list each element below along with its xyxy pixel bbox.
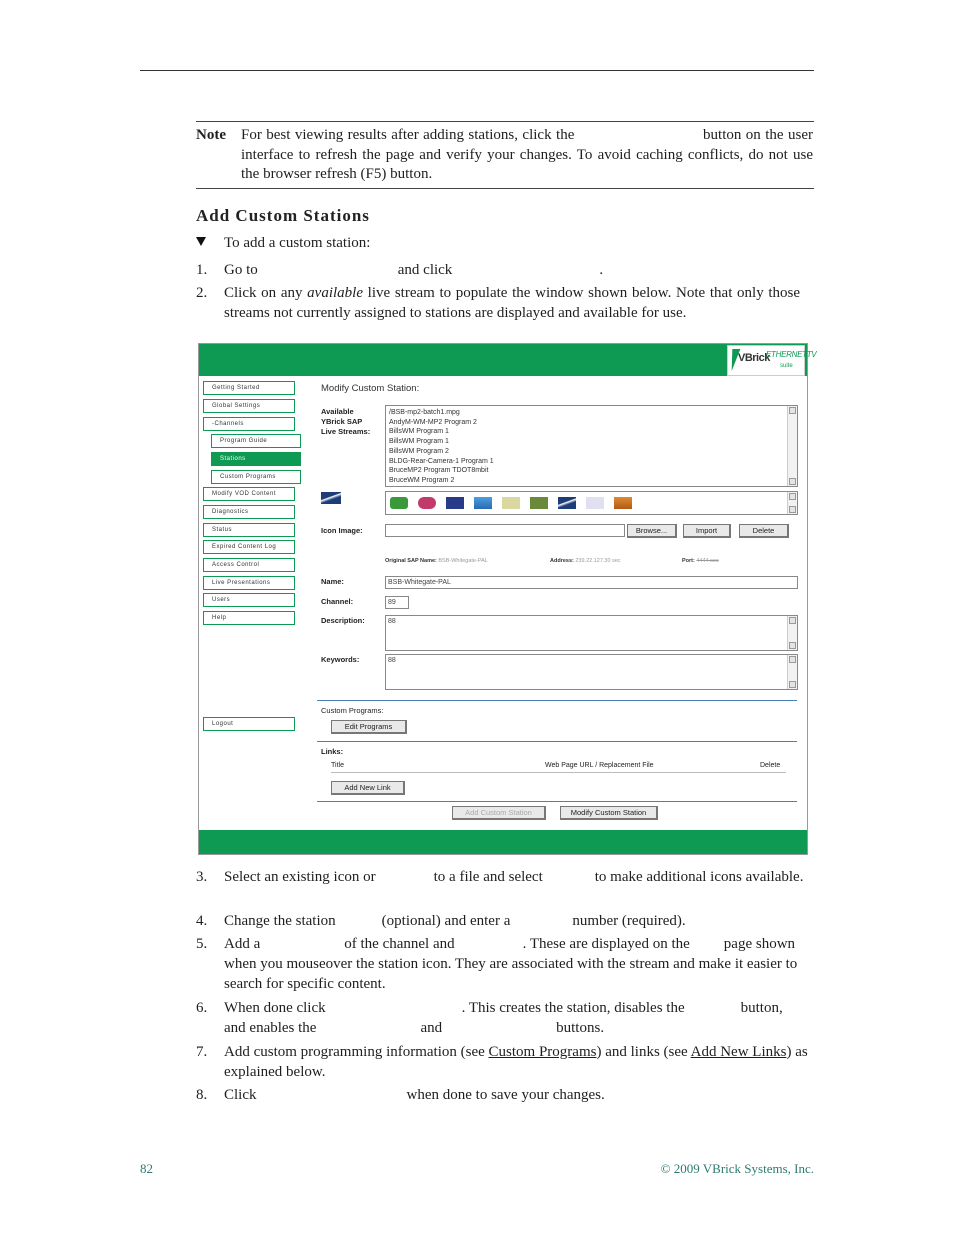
icon-image-label: Icon Image: (321, 526, 363, 535)
scrollbar[interactable] (787, 406, 797, 486)
step-text: Click on any (224, 285, 303, 301)
name-input[interactable] (385, 576, 798, 589)
label-line: Live Streams: (321, 427, 371, 436)
scroll-up-icon[interactable] (789, 407, 796, 414)
list-item[interactable]: BruceMP2 Program TDOT8mbit (389, 467, 489, 475)
step-text: ) and links (see (596, 1044, 688, 1060)
description-label: Description: (321, 616, 365, 625)
scrollbar[interactable] (787, 655, 797, 689)
address-value: 239.22.127.30 sec (575, 558, 621, 564)
icon-globe-icon[interactable] (390, 497, 408, 509)
screenshot-modify-custom-station (198, 343, 817, 855)
note-label: Note (196, 127, 226, 143)
add-new-link-button[interactable]: Add New Link (331, 781, 405, 795)
logo-suffix: suite (780, 363, 793, 369)
step-text: Go to (224, 262, 258, 278)
scroll-up-icon[interactable] (789, 656, 796, 663)
step-text: and (420, 1020, 443, 1036)
step-text: Select an existing icon or (224, 869, 376, 885)
col-title: Title (331, 762, 344, 769)
nav-custom-programs[interactable]: Custom Programs (211, 470, 301, 484)
nav-help[interactable]: Help (203, 611, 295, 625)
address-readout (550, 558, 621, 564)
nav-live-presentations[interactable]: Live Presentations (203, 576, 295, 590)
nav-getting-started[interactable]: Getting Started (203, 381, 295, 395)
nav-access-control[interactable]: Access Control (203, 558, 295, 572)
nav-global-settings[interactable]: Global Settings (203, 399, 295, 413)
icon-picker[interactable] (385, 491, 798, 515)
port-readout (682, 558, 719, 564)
scrollbar[interactable] (787, 616, 797, 650)
step-text: . This creates the station, disables the (461, 1000, 685, 1016)
port-label: Port: (682, 558, 695, 564)
list-item[interactable]: BillsWM Program 1 (389, 428, 449, 436)
sap-name-readout (385, 558, 488, 564)
edit-programs-button[interactable]: Edit Programs (331, 720, 407, 734)
col-url: Web Page URL / Replacement File (545, 762, 654, 769)
step-number: 5. (196, 936, 208, 952)
list-item[interactable]: BLDG-Rear-Camera-1 Program 1 (389, 457, 494, 465)
step-2 (224, 283, 800, 323)
available-label (321, 407, 370, 437)
channel-label: Channel: (321, 597, 354, 606)
step-5 (224, 934, 800, 994)
description-value: 88 (388, 618, 396, 625)
keywords-textarea[interactable] (385, 654, 798, 690)
copyright: © 2009 VBrick Systems, Inc. (660, 1161, 814, 1176)
note-text: For best viewing results after adding stations, click the button on the user interface to refresh the page and verify your changes. To avoid caching conflicts, do not use the browser refresh (F5) button. (241, 127, 817, 182)
section-separator (317, 801, 797, 802)
nav-modify-vod-content[interactable]: Modify VOD Content (203, 487, 295, 501)
sap-name-value: BSB-Whitegate-PAL (438, 558, 488, 564)
step-text: Change the station (224, 913, 336, 929)
logo-brand: VBrick (738, 352, 770, 364)
scroll-up-icon[interactable] (789, 493, 796, 500)
list-item[interactable]: /BSB-mp2-batch1.mpg (389, 409, 460, 416)
add-custom-station-button[interactable]: Add Custom Station (452, 806, 546, 820)
step-number: 4. (196, 913, 208, 929)
header-rule (140, 70, 814, 71)
procedure-intro: To add a custom station: (224, 235, 371, 251)
vbrick-logo (727, 345, 817, 376)
live-streams-list[interactable] (385, 405, 798, 487)
list-item[interactable]: AndyM-WM-MP2 Program 2 (389, 418, 477, 426)
step-text: . (599, 262, 604, 278)
step-number: 2. (196, 285, 208, 301)
nav-logout[interactable]: Logout (203, 717, 295, 731)
step-1 (224, 260, 814, 280)
modify-custom-station-button[interactable]: Modify Custom Station (560, 806, 658, 820)
step-text: Add a (224, 936, 261, 952)
icon-flower-icon[interactable] (418, 497, 436, 509)
scroll-down-icon[interactable] (789, 478, 796, 485)
step-number: 1. (196, 262, 208, 278)
step-text: . These are displayed on the (522, 936, 690, 952)
step-text: live stream to populate the window shown below. Note that only those streams not currently assigned to stations are displayed and available for use. (224, 285, 801, 321)
scroll-up-icon[interactable] (789, 617, 796, 624)
step-8 (224, 1085, 814, 1105)
step-7 (224, 1042, 814, 1082)
step-number: 3. (196, 869, 208, 885)
scroll-down-icon[interactable] (789, 506, 796, 513)
step-emphasis: available (307, 285, 363, 301)
step-text: When done click (224, 1000, 326, 1016)
add-new-links-link[interactable]: Add New Links (690, 1044, 787, 1060)
scrollbar[interactable] (787, 492, 797, 514)
step-text: button, and enables the (224, 1000, 783, 1036)
section-title: Add Custom Stations (196, 206, 370, 225)
step-text: to a file and select (433, 869, 543, 885)
step-number: 7. (196, 1044, 208, 1060)
label-line: YBrick SAP (321, 417, 363, 426)
icon-stripe-icon[interactable] (558, 497, 576, 509)
list-item[interactable]: BillsWM Program 1 (389, 438, 449, 446)
nav-channels[interactable]: -Channels (203, 417, 295, 431)
stream-list-items (389, 408, 494, 486)
nav-program-guide[interactable]: Program Guide (211, 434, 301, 448)
name-value: BSB-Whitegate-PAL (388, 579, 451, 586)
scroll-down-icon[interactable] (789, 681, 796, 688)
nav-diagnostics[interactable]: Diagnostics (203, 505, 295, 519)
step-4 (224, 911, 814, 931)
list-item[interactable]: BillsWM Program 2 (389, 447, 449, 455)
nav-stations[interactable]: Stations (211, 452, 301, 466)
custom-programs-label: Custom Programs: (321, 706, 384, 715)
label-line: Available (321, 407, 354, 416)
step-3 (224, 867, 814, 887)
list-item[interactable]: BruceWM Program 2 (389, 476, 455, 484)
links-header-rule (331, 772, 786, 773)
import-button[interactable]: Import (683, 524, 731, 538)
step-number: 8. (196, 1087, 208, 1103)
step-text: page shown when you mouseover the station icon. They are associated with the stream and make it easier to search for specific content. (224, 936, 798, 992)
sap-name-label: Original SAP Name: (385, 558, 437, 564)
nav-expired-content-log[interactable]: Expired Content Log (203, 540, 295, 554)
step-text: to make additional icons available. (594, 869, 804, 885)
selected-icon-preview (321, 492, 341, 504)
delete-icon-button[interactable]: Delete (739, 524, 789, 538)
browse-button[interactable]: Browse... (627, 524, 677, 538)
step-text: number (required). (572, 913, 686, 929)
port-value: 4444 sec (696, 558, 719, 564)
channel-value: 89 (388, 599, 396, 606)
note-top-rule (196, 121, 814, 122)
keywords-label: Keywords: (321, 655, 360, 664)
address-label: Address: (550, 558, 574, 564)
step-text: of the channel and (344, 936, 455, 952)
icon-desert-icon[interactable] (614, 497, 632, 509)
icon-scifi-icon[interactable] (586, 497, 604, 509)
icon-ocean-icon[interactable] (474, 497, 492, 509)
name-label: Name: (321, 577, 344, 586)
note-bottom-rule (196, 188, 814, 189)
step-text: Add custom programming information (see (224, 1044, 485, 1060)
icon-image-input[interactable] (385, 524, 625, 537)
page-number: 82 (140, 1161, 153, 1176)
logo-product: ETHERNETTV (766, 350, 817, 359)
step-text: buttons. (556, 1020, 605, 1036)
keywords-value: 88 (388, 657, 396, 664)
nav-users[interactable]: Users (203, 593, 295, 607)
step-text: ) as explained below. (224, 1044, 808, 1080)
section-separator (317, 741, 797, 742)
step-text: and click (397, 262, 453, 278)
step-text: (optional) and enter a (381, 913, 511, 929)
app-header-bar (199, 344, 807, 376)
step-text: Click (224, 1087, 257, 1103)
col-delete: Delete (760, 762, 781, 769)
custom-programs-link[interactable]: Custom Programs (488, 1044, 597, 1060)
step-number: 6. (196, 1000, 208, 1016)
nav-status[interactable]: Status (203, 523, 295, 537)
icon-palm-icon[interactable] (530, 497, 548, 509)
icon-bird-icon[interactable] (502, 497, 520, 509)
procedure-triangle-icon (196, 237, 206, 246)
description-textarea[interactable] (385, 615, 798, 651)
channel-input[interactable] (385, 596, 409, 609)
scroll-down-icon[interactable] (789, 642, 796, 649)
form-title: Modify Custom Station: (321, 383, 420, 394)
section-separator (317, 700, 797, 701)
step-text: when done to save your changes. (406, 1087, 605, 1103)
app-footer-bar (199, 830, 807, 854)
links-label: Links: (321, 747, 344, 756)
step-6 (224, 998, 800, 1038)
icon-news-icon[interactable] (446, 497, 464, 509)
